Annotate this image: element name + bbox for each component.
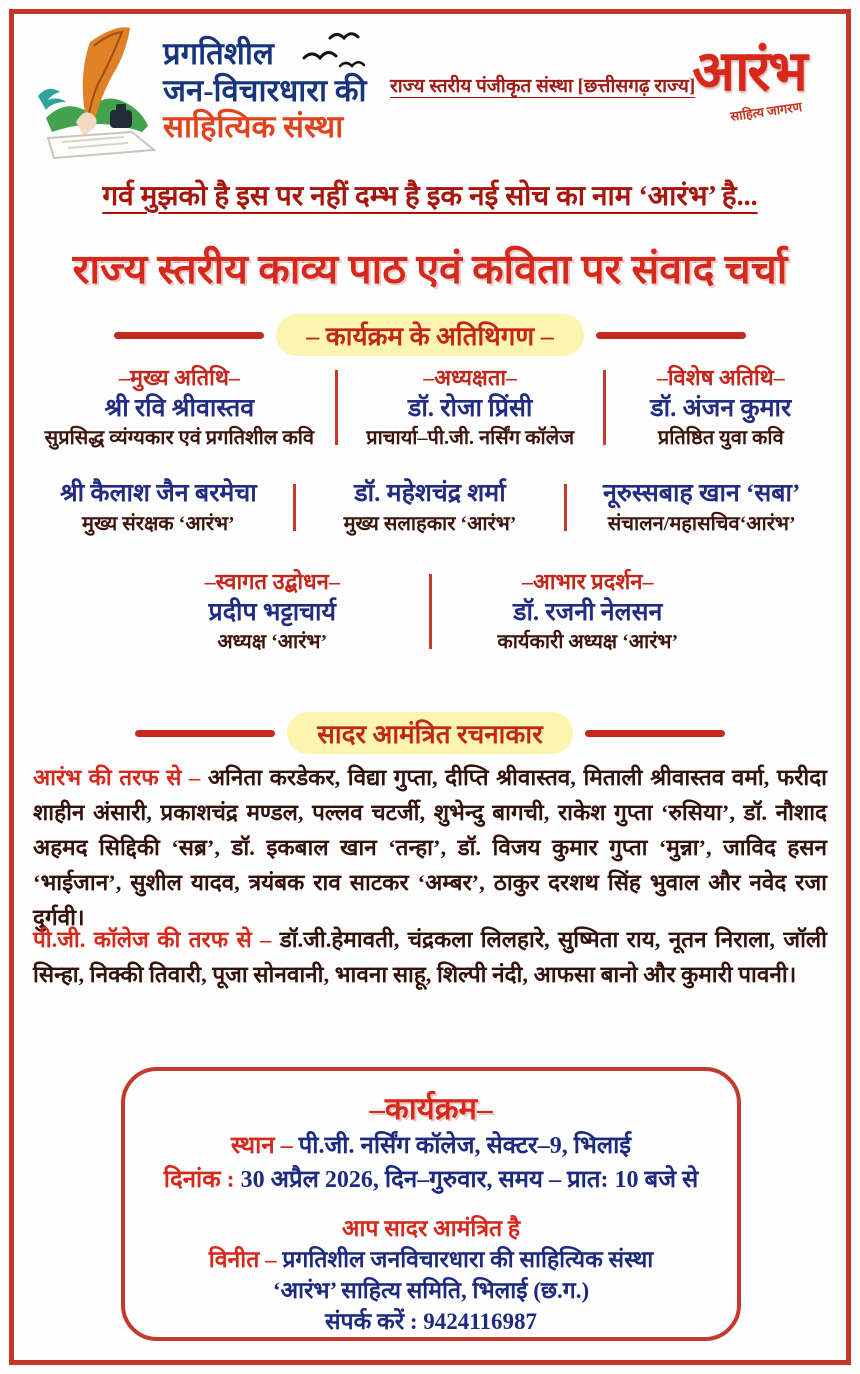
vertical-divider [293,484,296,531]
divider-bar [596,332,746,339]
guest-role: –मुख्य अतिथि– [118,365,240,390]
org-name-line2: जन-विचारधारा की [163,72,367,108]
program-details-box [121,1067,741,1341]
guest-welcome [120,568,425,655]
guest-name: श्री कैलाश जैन बरमेचा [59,480,257,507]
guest-desc: अध्यक्ष ‘आरंभ’ [217,631,328,654]
guests-section-header [0,314,860,356]
venue-value: पी.जी. नर्सिंग कॉलेज, सेक्टर–9, भिलाई [298,1133,632,1159]
aarambh-logo-tagline: साहित्य जागरण [729,99,803,124]
guest-desc: प्राचार्या–पी.जी. नर्सिंग कॉलेज [366,427,575,450]
program-vinit-line [125,1244,737,1275]
guest-desc: मुख्य संरक्षक ‘आरंभ’ [82,512,235,535]
divider-bar [585,730,725,737]
divider-bar [135,730,275,737]
guest-name: डॉ. रोजा प्रिंसी [407,394,533,422]
event-title: राज्य स्तरीय काव्य पाठ एवं कविता पर संवाद चर्चा [72,246,788,292]
flying-birds-icon [300,26,370,79]
guest-role: –आभार प्रदर्शन– [521,569,654,594]
guest-chief [28,364,331,451]
vertical-divider [429,574,432,649]
guests-header-pill: – कार्यक्रम के अतिथिगण – [276,314,583,356]
guest-row [28,364,832,451]
invitees-aarambh-label: आरंभ की तरफ से – [33,765,201,790]
program-date-line [125,1163,737,1197]
invitees-aarambh-paragraph [33,760,827,935]
registration-note: राज्य स्तरीय पंजीकृत संस्था [छत्तीसगढ़ राज्य] [390,76,696,97]
guest-advisor [300,478,561,537]
guest-name: प्रदीप भट्टाचार्य [208,598,337,626]
invitees-pg-paragraph [33,922,827,992]
org-name-line1: प्रगतिशील [163,36,274,71]
venue-label: स्थान – [230,1133,299,1159]
guest-role: –विशेष अतिथि– [656,365,785,390]
guest-chair [342,364,599,451]
vinit-label: विनीत – [208,1247,283,1272]
guest-role: –अध्यक्षता– [423,365,518,390]
invite-line: आप सादर आमंत्रित है [341,1216,521,1241]
date-value: 30 अप्रैल 2026, दिन–गुरुवार, समय – प्रात: 10 बजे से [240,1167,699,1193]
guest-secretary [571,478,832,537]
quill-inkpot-logo-icon [32,26,160,162]
aarambh-logo [674,41,824,124]
divider-bar [114,332,264,339]
vertical-divider [603,370,606,445]
guest-desc: संचालन/महासचिव‘आरंभ’ [607,512,796,535]
guest-desc: कार्यकारी अध्यक्ष ‘आरंभ’ [497,631,679,654]
invitees-pg-label: पी.जी. कॉलेज की तरफ से – [33,927,272,952]
guest-desc: मुख्य सलाहकार ‘आरंभ’ [343,512,517,535]
program-title: –कार्यक्रम– [369,1091,493,1126]
guest-role: –स्वागत उद्बोधन– [204,569,340,594]
invitees-section-header [0,712,860,754]
guest-thanks [436,568,741,655]
contact-line: संपर्क करें : 9424116987 [325,1309,537,1334]
guest-name: नूरुस्सबाह खान ‘सबा’ [603,480,801,507]
program-venue-line [125,1129,737,1163]
guest-desc: सुप्रसिद्ध व्यंग्यकार एवं प्रगतिशील कवि [44,427,315,450]
vinit-value: प्रगतिशील जनविचारधारा की साहित्यिक संस्था [282,1247,654,1272]
invitees-pg-names: डॉ.जी.हेमावती, चंद्रकला लिलहारे, सुष्मिता राय, नूतन निराला, जॉली सिन्हा, निक्की तिवारी, पूजा सोनवानी, भावना साहू, शिल्पी नंदी, आफसा बानो और कुमारी पावनी। [33,927,827,987]
guest-row [120,568,740,655]
aarambh-logo-text: आरंभ [692,41,806,103]
guest-name: डॉ. अंजन कुमार [650,394,792,422]
invitees-aarambh-names: अनिता करडेकर, विद्या गुप्ता, दीप्ति श्रीवास्तव, मिताली श्रीवास्तव वर्मा, फरीदा शाहीन अंसारी, प्रकाशचंद्र मण्डल, पल्लव चटर्जी, शुभेन्दु बागची, राकेश गुप्ता ‘रुसिया’, डॉ. नौशाद अहमद सिद्दिकी ‘सब्र’, डॉ. इकबाल खान ‘तन्हा’, डॉ. विजय कुमार गुप्ता ‘मुन्ना’, जाविद हसन ‘भाईजान’, सुशील यादव, त्रयंबक राव साटकर ‘अम्बर’, ठाकुर दरशथ सिंह भुवाल और नवेद रजा दुर्गवी। [33,765,827,930]
guest-name: श्री रवि श्रीवास्तव [104,394,255,422]
guest-row [28,478,832,537]
vertical-divider [564,484,567,531]
guest-desc: प्रतिष्ठित युवा कवि [657,427,784,450]
date-label: दिनांक : [163,1167,241,1193]
guest-special [610,364,832,451]
guest-patron [28,478,289,537]
guest-name: डॉ. महेशचंद्र शर्मा [354,480,506,507]
motto-line: गर्व मुझको है इस पर नहीं दम्भ है इक नई सोच का नाम ‘आरंभ’ है... [102,181,758,212]
org-name-line3: साहित्यिक संस्था [163,109,344,145]
committee-line: ‘आरंभ’ साहित्य समिति, भिलाई (छ.ग.) [272,1278,590,1303]
invitees-header-pill: सादर आमंत्रित रचनाकार [287,712,572,754]
guest-name: डॉ. रजनी नेलसन [513,598,663,626]
vertical-divider [335,370,338,445]
